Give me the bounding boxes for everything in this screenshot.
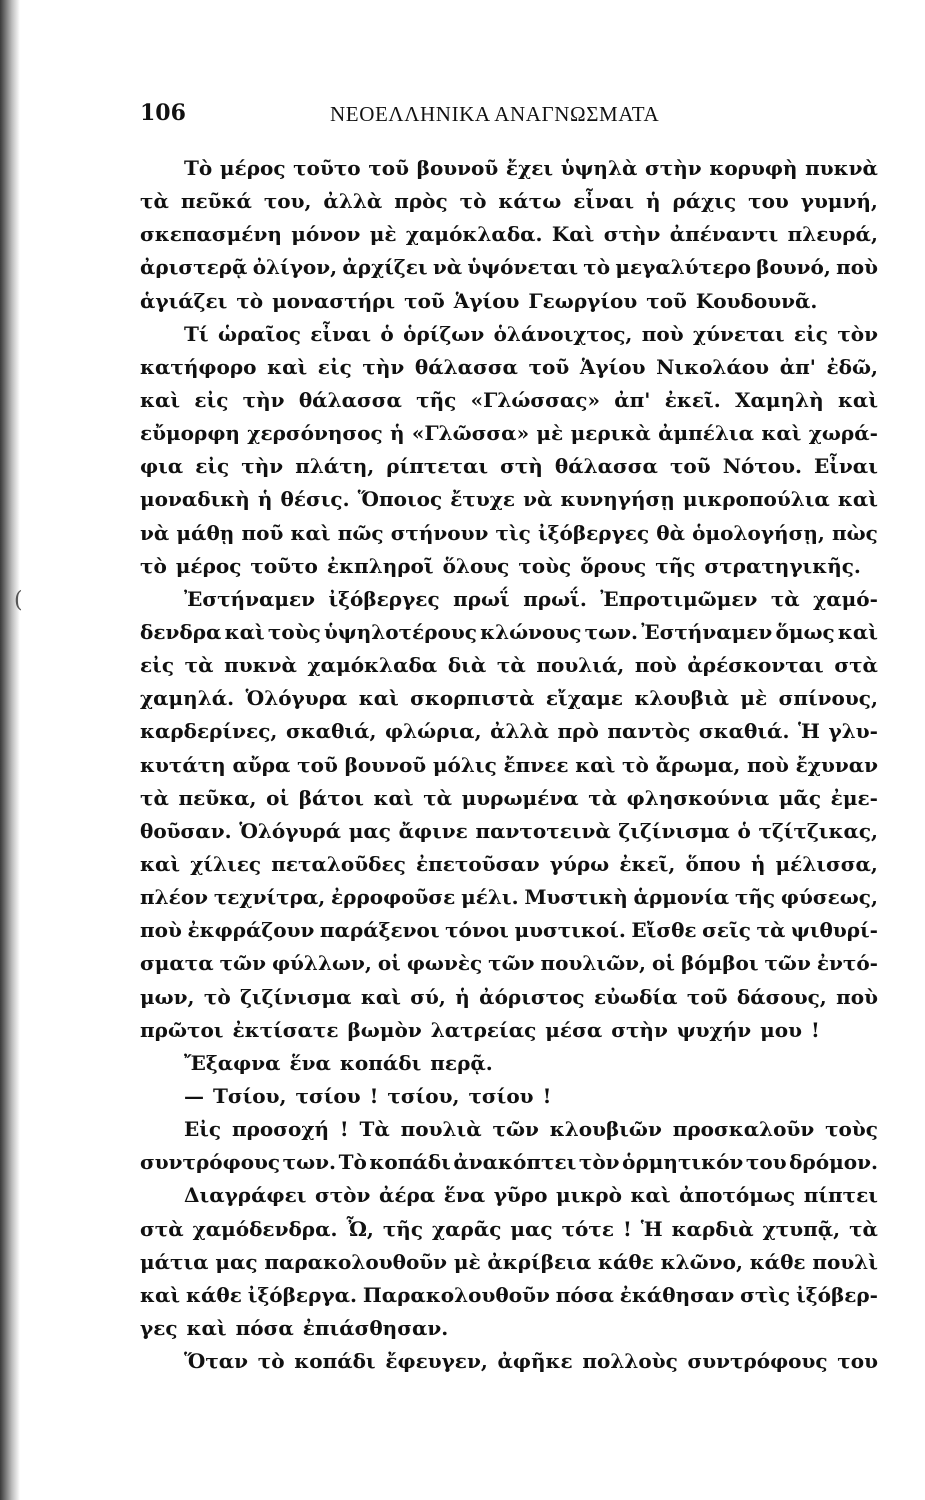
text-line: ἀριστερᾷ ὀλίγον, ἀρχίζει νὰ ὑψόνεται τὸ μεγαλύτερο βουνό, ποὺ <box>140 255 878 280</box>
margin-bracket-mark: ( <box>14 588 23 613</box>
spine-shadow <box>0 0 20 1500</box>
text-line: Ἔξαφνα ἕνα κοπάδι περᾷ. <box>184 1050 493 1075</box>
text-line: μοναδικὴ ἡ θέσις. Ὅποιος ἔτυχε νὰ κυνηγήσῃ μικροπούλια καὶ <box>140 487 878 512</box>
body-text <box>140 152 878 1378</box>
text-line: καὶ χίλιες πεταλοῦδες ἐπετοῦσαν γύρω ἐκεῖ, ὅπου ἡ μέλισσα, <box>140 851 878 876</box>
text-line: γες καὶ πόσα ἐπιάσθησαν. <box>140 1315 449 1340</box>
text-line: Εἰς προσοχή ! Τὰ πουλιὰ τῶν κλουβιῶν προσκαλοῦν τοὺς <box>184 1117 878 1142</box>
text-line: κατήφορο καὶ εἰς τὴν θάλασσα τοῦ Ἁγίου Νικολάου ἀπ' ἐδῶ, <box>140 354 878 379</box>
running-head: ΝΕΟΕΛΛΗΝΙΚΑ ΑΝΑΓΝΩΣΜΑΤΑ <box>330 102 660 126</box>
text-line: Τί ὡραῖος εἶναι ὁ ὁρίζων ὁλάνοιχτος, ποὺ χύνεται εἰς τὸν <box>184 321 878 346</box>
text-line: πρῶτοι ἐκτίσατε βωμὸν λατρείας μέσα στὴν ψυχήν μου ! <box>140 1017 820 1042</box>
text-line: μων, τὸ ζιζίνισμα καὶ σύ, ἡ ἀόριστος εὐωδία τοῦ δάσους, ποὺ <box>140 984 878 1009</box>
page-number: 106 <box>140 100 186 126</box>
text-line: τὰ πεῦκά του, ἀλλὰ πρὸς τὸ κάτω εἶναι ἡ ράχις του γυμνή, <box>140 189 878 214</box>
text-line: καὶ κάθε ἰξόβεργα. Παρακολουθοῦν πόσα ἐκάθησαν στὶς ἰξόβερ- <box>140 1282 878 1307</box>
text-line: Ὅταν τὸ κοπάδι ἔφευγεν, ἀφῆκε πολλοὺς συντρόφους του <box>184 1349 878 1374</box>
text-line: ἁγιάζει τὸ μοναστήρι τοῦ Ἁγίου Γεωργίου τοῦ Κουδουνᾶ. <box>140 288 818 313</box>
text-line: Ἐστήναμεν ἰξόβεργες πρωΐ πρωΐ. Ἐπροτιμῶμεν τὰ χαμό- <box>184 586 878 611</box>
text-line: σκεπασμένη μόνον μὲ χαμόκλαδα. Καὶ στὴν ἀπέναντι πλευρά, <box>140 222 878 247</box>
text-line: καρδερίνες, σκαθιά, φλώρια, ἀλλὰ πρὸ παντὸς σκαθιά. Ἡ γλυ- <box>140 719 878 744</box>
text-line: δενδρα καὶ τοὺς ὑψηλοτέρους κλώνους των. Ἐστήναμεν ὅμως καὶ <box>140 619 878 644</box>
text-line: — Τσίου, τσίου ! τσίου, τσίου ! <box>184 1083 552 1108</box>
text-line: κυτάτη αὔρα τοῦ βουνοῦ μόλις ἔπνεε καὶ τὸ ἄρωμα, ποὺ ἔχυναν <box>140 752 878 777</box>
text-line: ποὺ ἐκφράζουν παράξενοι τόνοι μυστικοί. Εἴσθε σεῖς τὰ ψιθυρί- <box>140 918 878 943</box>
text-line: μάτια μας παρακολουθοῦν μὲ ἀκρίβεια κάθε κλῶνο, κάθε πουλὶ <box>140 1249 878 1274</box>
text-line: συντρόφους των. Τὸ κοπάδι ἀνακόπτει τὸν ὁρμητικόν του δρόμον. <box>140 1150 878 1175</box>
text-line: στὰ χαμόδενδρα. Ὦ, τῆς χαρᾶς μας τότε ! Ἡ καρδιὰ χτυπᾷ, τὰ <box>140 1216 878 1241</box>
text-line: πλέον τεχνίτρα, ἐρροφοῦσε μέλι. Μυστικὴ ἁρμονία τῆς φύσεως, <box>140 885 878 910</box>
text-line: θοῦσαν. Ὁλόγυρά μας ἄφινε παντοτεινὰ ζιζίνισμα ὁ τζίτζικας, <box>140 818 878 843</box>
text-line: σματα τῶν φύλλων, οἱ φωνὲς τῶν πουλιῶν, οἱ βόμβοι τῶν ἐντό- <box>140 951 878 976</box>
text-line: νὰ μάθῃ ποῦ καὶ πῶς στήνουν τὶς ἰξόβεργες θὰ ὁμολογήσῃ, πὼς <box>140 520 878 545</box>
text-line: χαμηλά. Ὁλόγυρα καὶ σκορπιστὰ εἴχαμε κλουβιὰ μὲ σπίνους, <box>140 686 878 711</box>
text-line: Διαγράφει στὸν ἀέρα ἕνα γῦρο μικρὸ καὶ ἀποτόμως πίπτει <box>184 1183 878 1208</box>
text-line: τὰ πεῦκα, οἱ βάτοι καὶ τὰ μυρωμένα τὰ φλησκούνια μᾶς ἐμε- <box>140 785 878 810</box>
text-line: Τὸ μέρος τοῦτο τοῦ βουνοῦ ἔχει ὑψηλὰ στὴν κορυφὴ πυκνὰ <box>184 156 878 180</box>
text-line: φια εἰς τὴν πλάτη, ρίπτεται στὴ θάλασσα τοῦ Νότου. Εἶναι <box>140 454 878 479</box>
text-line: εἰς τὰ πυκνὰ χαμόκλαδα διὰ τὰ πουλιά, ποὺ ἀρέσκονται στὰ <box>140 653 878 678</box>
text-line: εὔμορφη χερσόνησος ἡ «Γλῶσσα» μὲ μερικὰ ἀμπέλια καὶ χωρά- <box>140 421 878 446</box>
text-line: τὸ μέρος τοῦτο ἐκπληροῖ ὅλους τοὺς ὅρους τῆς στρατηγικῆς. <box>140 553 861 578</box>
page-header <box>140 100 880 134</box>
text-line: καὶ εἰς τὴν θάλασσα τῆς «Γλώσσας» ἀπ' ἐκεῖ. Χαμηλὴ καὶ <box>140 387 878 412</box>
